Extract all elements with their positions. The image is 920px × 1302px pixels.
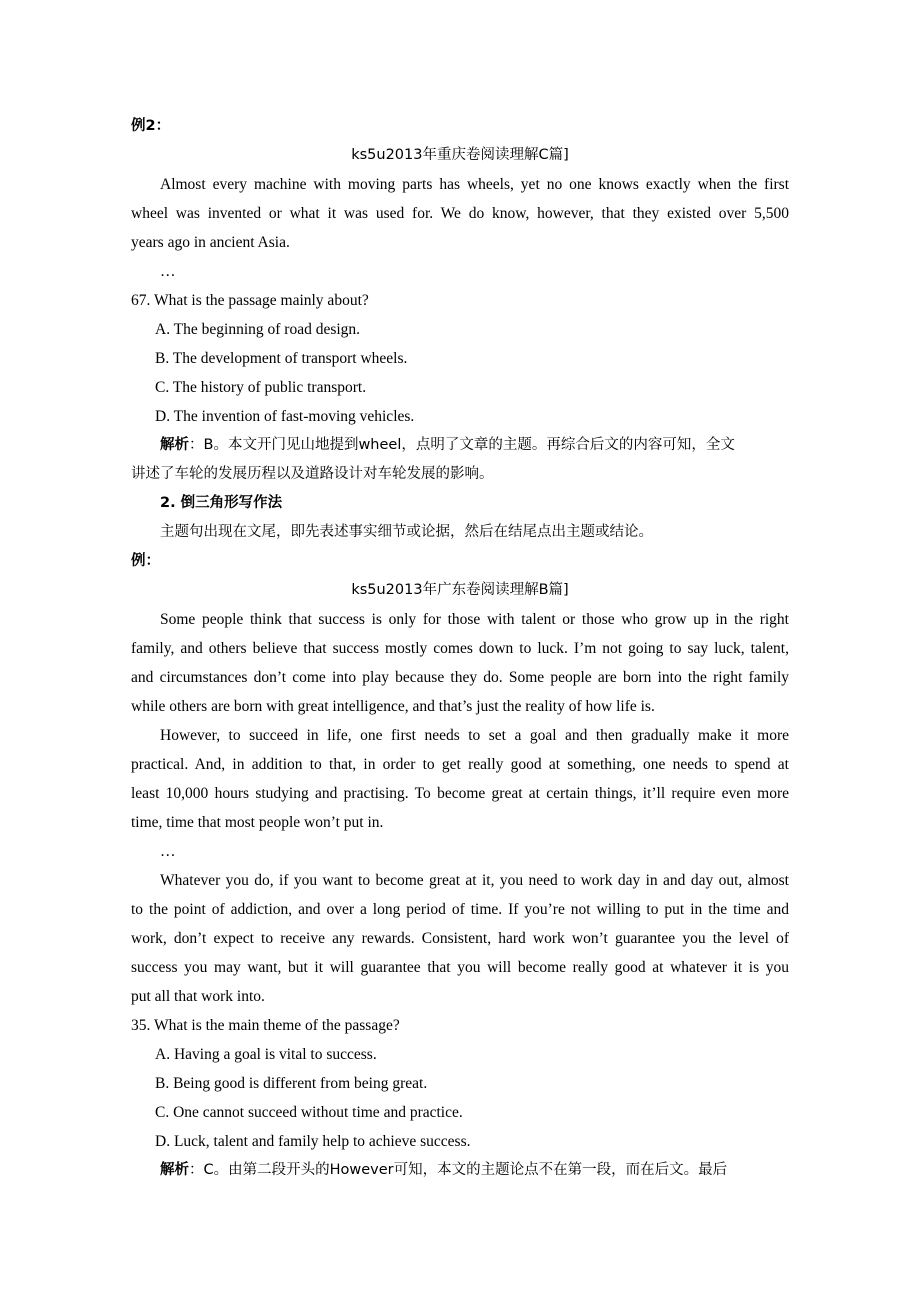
example3-option-b: B. Being good is different from being great. <box>155 1075 428 1092</box>
example3-analysis-label: 解析 <box>160 1162 189 1178</box>
example2-passage-line-2: wheel was invented or what it was used for. We do know, however, that they existed over 5,500 <box>131 205 789 222</box>
example3-p3-line-5: put all that work into. <box>131 988 265 1005</box>
example2-analysis-label: 解析 <box>160 437 189 453</box>
example2-option-c: C. The history of public transport. <box>155 379 367 396</box>
example3-p3-line-2: to the point of addiction, and over a long period of time. If you’re not willing to put in the time and <box>131 901 789 918</box>
example2-ellipsis: … <box>160 263 176 280</box>
example2-passage-line-3: years ago in ancient Asia. <box>131 234 290 251</box>
example3-p1-line-2: family, and others believe that success mostly comes down to luck. I’m not going to say luck, talent, <box>131 640 789 657</box>
example3-p1-line-4: while others are born with great intelligence, and that’s just the reality of how life is. <box>131 698 655 715</box>
example3-option-c: C. One cannot succeed without time and practice. <box>155 1104 463 1121</box>
example3-analysis-line: ：C。由第二段开头的However可知，本文的主题论点不在第一段，而在后文。最后 <box>189 1162 728 1178</box>
example3-p3-line-4: success you may want, but it will guarantee that you will become really good at whatever it is you <box>131 959 789 976</box>
example3-p2-line-4: time, time that most people won’t put in. <box>131 814 384 831</box>
example3-p2-line-1: However, to succeed in life, one first needs to set a goal and then gradually make it more <box>160 727 789 744</box>
example3-ellipsis: … <box>160 843 176 860</box>
example2-option-a: A. The beginning of road design. <box>155 321 361 338</box>
example3-p1-line-1: Some people think that success is only for those with talent or those who grow up in the right <box>160 611 789 628</box>
example3-option-d: D. Luck, talent and family help to achieve success. <box>155 1133 471 1150</box>
example3-p1-line-3: and circumstances don’t come into play because they do. Some people are born into the right family <box>131 669 789 686</box>
example3-question: 35. What is the main theme of the passage? <box>131 1017 400 1034</box>
example2-analysis-line-1: ：B。本文开门见山地提到wheel，点明了文章的主题。再综合后文的内容可知，全文 <box>189 437 735 453</box>
section2-description: 主题句出现在文尾，即先表述事实细节或论据，然后在结尾点出主题或结论。 <box>160 524 653 540</box>
example3-source: ks5u2013年广东卷阅读理解B篇] <box>351 582 569 598</box>
example2-passage-line-1: Almost every machine with moving parts has wheels, yet no one knows exactly when the first <box>160 176 789 193</box>
example2-analysis <box>160 431 789 460</box>
example2-source: ks5u2013年重庆卷阅读理解C篇] <box>351 147 569 163</box>
section2-title: 2. 倒三角形写作法 <box>160 495 283 511</box>
example3-heading: 例： <box>131 553 160 569</box>
example2-option-d: D. The invention of fast-moving vehicles. <box>155 408 415 425</box>
example3-analysis <box>160 1156 789 1185</box>
example3-p3-line-3: work, don’t expect to receive any rewards. Consistent, hard work won’t guarantee you the level of <box>131 930 789 947</box>
example2-heading: 例2： <box>131 118 171 134</box>
example3-option-a: A. Having a goal is vital to success. <box>155 1046 377 1063</box>
example2-option-b: B. The development of transport wheels. <box>155 350 408 367</box>
example3-p3-line-1: Whatever you do, if you want to become great at it, you need to work day in and day out, almost <box>160 872 789 889</box>
example3-p2-line-3: least 10,000 hours studying and practising. To become great at certain things, it’ll require even more <box>131 785 789 802</box>
example3-p2-line-2: practical. And, in addition to that, in order to get really good at something, one needs to spend at <box>131 756 789 773</box>
example2-analysis-line-2: 讲述了车轮的发展历程以及道路设计对车轮发展的影响。 <box>131 466 494 482</box>
example2-question: 67. What is the passage mainly about? <box>131 292 369 309</box>
